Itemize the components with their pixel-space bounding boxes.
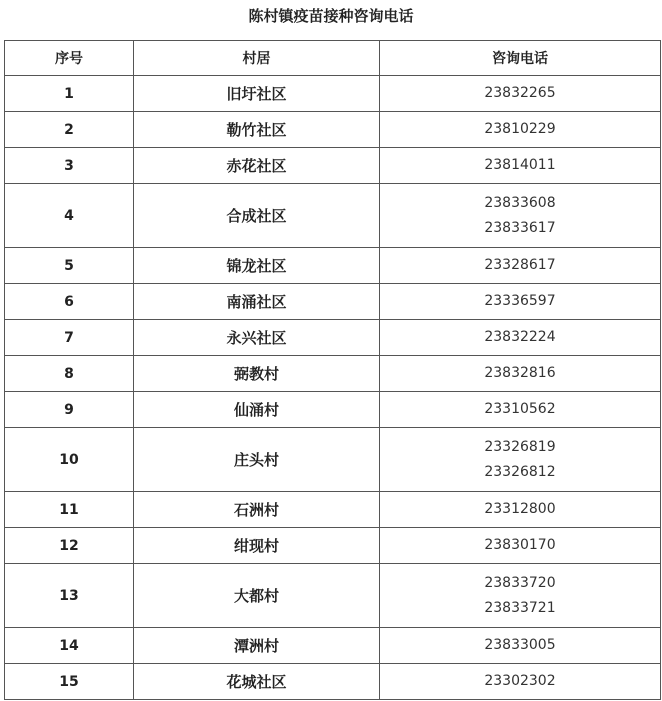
phone-number: 23832265 [484, 85, 556, 101]
table-row [5, 356, 661, 392]
row-index: 10 [5, 428, 134, 492]
phone-number: 23833617 [484, 219, 556, 236]
village-name: 合成社区 [134, 184, 380, 248]
village-name: 南涌社区 [134, 284, 380, 320]
table-row [5, 528, 661, 564]
table-row [5, 148, 661, 184]
row-index: 8 [5, 356, 134, 392]
phone-cell [380, 564, 661, 628]
table-row [5, 248, 661, 284]
phone-cell [380, 184, 661, 248]
village-name: 弼教村 [134, 356, 380, 392]
phone-cell [380, 528, 661, 564]
row-index: 5 [5, 248, 134, 284]
village-name: 仙涌村 [134, 392, 380, 428]
row-index: 7 [5, 320, 134, 356]
table-row [5, 564, 661, 628]
row-index: 11 [5, 492, 134, 528]
table-row [5, 492, 661, 528]
consultation-phone-table [4, 40, 661, 700]
row-index: 13 [5, 564, 134, 628]
table-row [5, 112, 661, 148]
table-row [5, 428, 661, 492]
row-index: 4 [5, 184, 134, 248]
village-name: 大都村 [134, 564, 380, 628]
table-row [5, 76, 661, 112]
phone-cell [380, 284, 661, 320]
village-name: 赤花社区 [134, 148, 380, 184]
row-index: 2 [5, 112, 134, 148]
phone-cell [380, 664, 661, 700]
phone-cell [380, 76, 661, 112]
village-name: 勒竹社区 [134, 112, 380, 148]
phone-number: 23833721 [484, 599, 556, 616]
phone-cell [380, 356, 661, 392]
phone-number: 23814011 [484, 157, 556, 173]
phone-cell [380, 248, 661, 284]
row-index: 12 [5, 528, 134, 564]
header-index: 序号 [5, 41, 134, 76]
phone-cell [380, 628, 661, 664]
phone-number: 23833005 [484, 637, 556, 653]
table-header-row [5, 41, 661, 76]
village-name: 旧圩社区 [134, 76, 380, 112]
header-village: 村居 [134, 41, 380, 76]
row-index: 9 [5, 392, 134, 428]
village-name: 庄头村 [134, 428, 380, 492]
row-index: 14 [5, 628, 134, 664]
table-row [5, 284, 661, 320]
village-name: 锦龙社区 [134, 248, 380, 284]
header-phone: 咨询电话 [380, 41, 661, 76]
table-row [5, 392, 661, 428]
phone-number: 23833608 [484, 194, 556, 211]
phone-number: 23832816 [484, 365, 556, 381]
phone-number: 23328617 [484, 257, 556, 273]
row-index: 3 [5, 148, 134, 184]
village-name: 永兴社区 [134, 320, 380, 356]
row-index: 1 [5, 76, 134, 112]
phone-number: 23810229 [484, 121, 556, 137]
phone-number: 23312800 [484, 501, 556, 517]
phone-number: 23833720 [484, 574, 556, 591]
phone-number: 23310562 [484, 401, 556, 417]
phone-number: 23326812 [484, 463, 556, 480]
phone-cell [380, 148, 661, 184]
row-index: 15 [5, 664, 134, 700]
table-row [5, 664, 661, 700]
table-row [5, 628, 661, 664]
village-name: 绀现村 [134, 528, 380, 564]
village-name: 石洲村 [134, 492, 380, 528]
row-index: 6 [5, 284, 134, 320]
phone-cell [380, 428, 661, 492]
phone-number: 23302302 [484, 673, 556, 689]
table-body [5, 76, 661, 700]
page-title: 陈村镇疫苗接种咨询电话 [248, 7, 414, 25]
phone-cell [380, 492, 661, 528]
phone-number: 23336597 [484, 293, 556, 309]
phone-number: 23832224 [484, 329, 556, 345]
phone-cell [380, 320, 661, 356]
village-name: 花城社区 [134, 664, 380, 700]
table-row [5, 320, 661, 356]
phone-number: 23830170 [484, 537, 556, 553]
phone-number: 23326819 [484, 438, 556, 455]
phone-cell [380, 112, 661, 148]
phone-cell [380, 392, 661, 428]
table-row [5, 184, 661, 248]
village-name: 潭洲村 [134, 628, 380, 664]
